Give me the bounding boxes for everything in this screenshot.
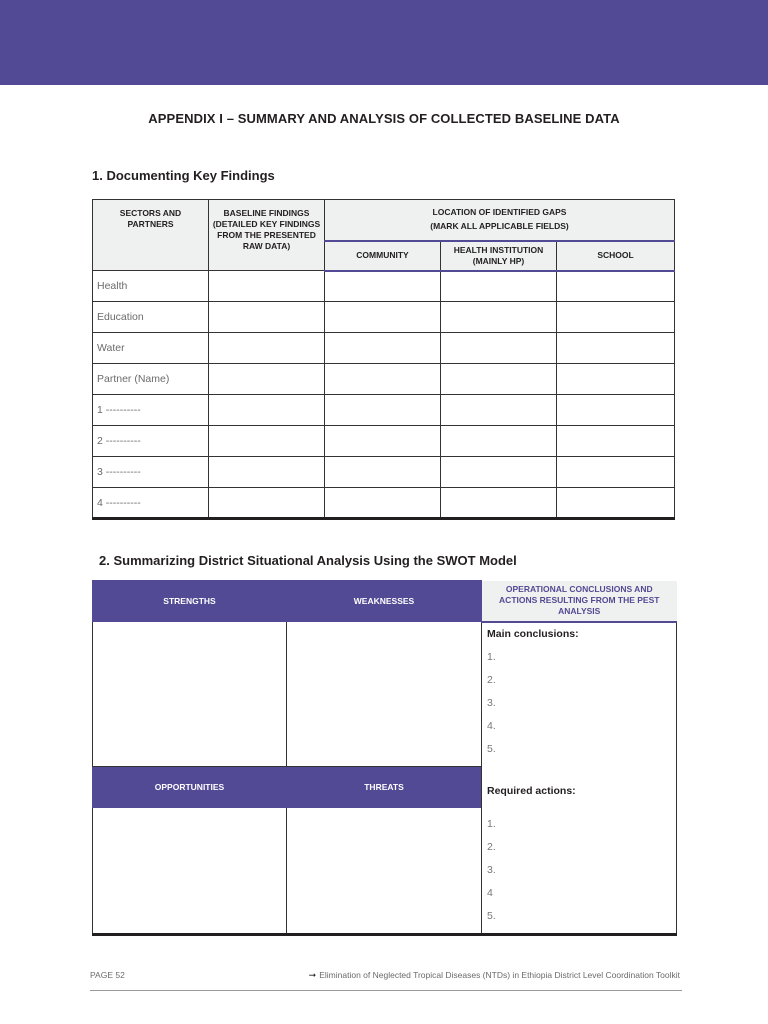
row-label: Education	[93, 302, 209, 333]
header-location-gaps-line1: LOCATION OF IDENTIFIED GAPS	[432, 207, 567, 218]
header-baseline-findings: BASELINE FINDINGS (DETAILED KEY FINDINGS FROM THE PRESENTED RAW DATA)	[209, 200, 325, 271]
weaknesses-cell[interactable]	[287, 622, 482, 767]
table-cell[interactable]	[441, 488, 557, 519]
header-operational-conclusions: OPERATIONAL CONCLUSIONS AND ACTIONS RESULTING FROM THE PEST ANALYSIS	[482, 581, 677, 622]
table-cell[interactable]	[441, 395, 557, 426]
section-heading-swot: 2. Summarizing District Situational Analysis Using the SWOT Model	[99, 553, 517, 568]
header-sectors-partners: SECTORS AND PARTNERS	[93, 200, 209, 271]
required-actions-label: Required actions:	[487, 784, 576, 797]
table-cell[interactable]	[209, 364, 325, 395]
row-label: 2 ----------	[93, 426, 209, 457]
header-health-institution	[441, 241, 557, 271]
header-threats: THREATS	[287, 767, 482, 808]
list-item: 2.	[487, 673, 496, 686]
table-cell[interactable]	[325, 302, 441, 333]
list-item: 5.	[487, 909, 496, 922]
table-cell[interactable]	[557, 333, 675, 364]
list-item: 4	[487, 886, 493, 899]
threats-cell[interactable]	[287, 808, 482, 935]
list-item: 2.	[487, 840, 496, 853]
list-item: 1.	[487, 650, 496, 663]
right-arrow-icon: ➞	[308, 970, 317, 980]
table-cell[interactable]	[209, 426, 325, 457]
header-community: COMMUNITY	[325, 241, 441, 271]
table-cell[interactable]	[209, 302, 325, 333]
swot-table	[92, 580, 677, 936]
row-label: Health	[93, 271, 209, 302]
list-item: 4.	[487, 719, 496, 732]
table-cell[interactable]	[557, 364, 675, 395]
table-row	[93, 364, 675, 395]
table-cell[interactable]	[209, 488, 325, 519]
table-row	[93, 426, 675, 457]
row-label: Water	[93, 333, 209, 364]
table-cell[interactable]	[441, 271, 557, 302]
table-cell[interactable]	[557, 426, 675, 457]
table-cell[interactable]	[441, 364, 557, 395]
table-cell[interactable]	[441, 333, 557, 364]
header-opportunities: OPPORTUNITIES	[93, 767, 287, 808]
header-location-gaps	[325, 200, 675, 241]
table-row	[93, 488, 675, 519]
table-cell[interactable]	[325, 271, 441, 302]
table-cell[interactable]	[325, 395, 441, 426]
main-conclusions-list	[487, 650, 676, 765]
header-location-gaps-line2: (MARK ALL APPLICABLE FIELDS)	[430, 221, 569, 232]
appendix-title: APPENDIX I – SUMMARY AND ANALYSIS OF COLLECTED BASELINE DATA	[148, 111, 620, 126]
row-label: Partner (Name)	[93, 364, 209, 395]
page-number: PAGE 52	[90, 970, 125, 980]
table-cell[interactable]	[209, 271, 325, 302]
table-cell[interactable]	[557, 271, 675, 302]
list-item: 5.	[487, 742, 496, 755]
header-health-institution-line1: HEALTH INSTITUTION	[453, 244, 544, 255]
table-cell[interactable]	[209, 457, 325, 488]
table-cell[interactable]	[325, 364, 441, 395]
table-row	[93, 457, 675, 488]
strengths-cell[interactable]	[93, 622, 287, 767]
table-cell[interactable]	[441, 457, 557, 488]
table-cell[interactable]	[557, 457, 675, 488]
main-conclusions-label: Main conclusions:	[487, 627, 579, 640]
list-item: 1.	[487, 817, 496, 830]
list-item: 3.	[487, 863, 496, 876]
required-actions-list	[487, 817, 676, 932]
table-cell[interactable]	[557, 488, 675, 519]
page-footer	[90, 968, 682, 991]
table-cell[interactable]	[325, 457, 441, 488]
table-cell[interactable]	[557, 302, 675, 333]
table-row	[93, 302, 675, 333]
header-band	[0, 0, 768, 85]
row-label: 3 ----------	[93, 457, 209, 488]
row-label: 1 ----------	[93, 395, 209, 426]
table-cell[interactable]	[325, 333, 441, 364]
table-cell[interactable]	[441, 302, 557, 333]
list-item: 3.	[487, 696, 496, 709]
table-row	[93, 395, 675, 426]
footer-toolkit-title: Elimination of Neglected Tropical Diseases (NTDs) in Ethiopia District Level Coordination Toolkit	[319, 970, 680, 980]
key-findings-table	[92, 199, 675, 520]
table-cell[interactable]	[441, 426, 557, 457]
row-label: 4 ----------	[93, 488, 209, 519]
header-weaknesses: WEAKNESSES	[287, 581, 482, 622]
header-health-institution-line2: (MAINLY HP)	[472, 255, 525, 266]
table-cell[interactable]	[209, 333, 325, 364]
header-strengths: STRENGTHS	[93, 581, 287, 622]
table-row	[93, 333, 675, 364]
conclusions-actions-cell[interactable]	[482, 622, 677, 935]
header-school: SCHOOL	[557, 241, 675, 271]
footer-toolkit-title-wrapper	[309, 970, 680, 981]
table-cell[interactable]	[325, 488, 441, 519]
table-row	[93, 271, 675, 302]
table-cell[interactable]	[209, 395, 325, 426]
table-cell[interactable]	[557, 395, 675, 426]
table-cell[interactable]	[325, 426, 441, 457]
opportunities-cell[interactable]	[93, 808, 287, 935]
section-heading-key-findings: 1. Documenting Key Findings	[92, 168, 275, 183]
